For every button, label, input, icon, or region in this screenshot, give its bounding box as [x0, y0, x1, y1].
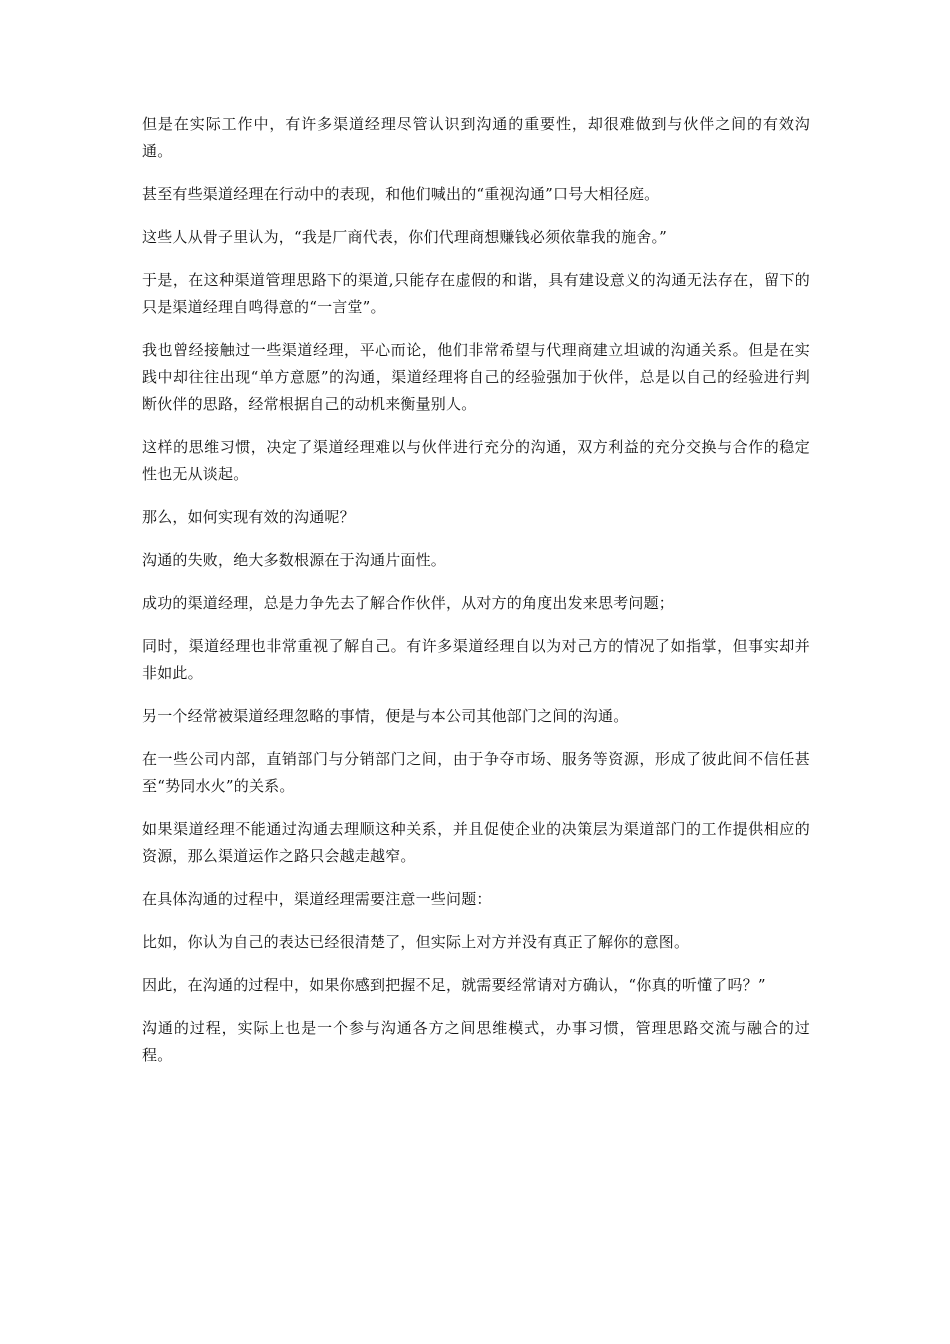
- paragraph-2: 甚至有些渠道经理在行动中的表现，和他们喊出的“重视沟通”口号大相径庭。: [142, 185, 660, 203]
- paragraph-16: 因此，在沟通的过程中，如果你感到把握不足，就需要经常请对方确认，“你真的听懂了吗？”: [142, 976, 766, 994]
- paragraph-17: 沟通的过程，实际上也是一个参与沟通各方之间思维模式，办事习惯，管理思路交流与融合的过程。: [142, 1019, 810, 1064]
- paragraph-3: 这些人从骨子里认为，“我是厂商代表，你们代理商想赚钱必须依靠我的施舍。”: [142, 228, 668, 246]
- document-body: [142, 111, 810, 1085]
- paragraph-13: 如果渠道经理不能通过沟通去理顺这种关系，并且促使企业的决策层为渠道部门的工作提供相应的资源，那么渠道运作之路只会越走越窄。: [142, 820, 810, 865]
- paragraph-1: 但是在实际工作中，有许多渠道经理尽管认识到沟通的重要性，却很难做到与伙伴之间的有效沟通。: [142, 115, 810, 160]
- paragraph-6: 这样的思维习惯，决定了渠道经理难以与伙伴进行充分的沟通，双方利益的充分交换与合作的稳定性也无从谈起。: [142, 438, 810, 483]
- paragraph-15: 比如，你认为自己的表达已经很清楚了，但实际上对方并没有真正了解你的意图。: [142, 933, 690, 951]
- paragraph-4: 于是，在这种渠道管理思路下的渠道,只能存在虚假的和谐，具有建设意义的沟通无法存在，留下的只是渠道经理自鸣得意的“一言堂”。: [142, 271, 810, 316]
- paragraph-10: 同时，渠道经理也非常重视了解自己。有许多渠道经理自以为对己方的情况了如指掌，但事实却并非如此。: [142, 637, 810, 682]
- paragraph-12: 在一些公司内部，直销部门与分销部门之间，由于争夺市场、服务等资源，形成了彼此间不信任甚至“势同水火”的关系。: [142, 750, 810, 795]
- paragraph-14: 在具体沟通的过程中，渠道经理需要注意一些问题：: [142, 890, 492, 908]
- paragraph-11: 另一个经常被渠道经理忽略的事情，便是与本公司其他部门之间的沟通。: [142, 707, 629, 725]
- paragraph-7: 那么，如何实现有效的沟通呢？: [142, 508, 355, 526]
- paragraph-5: 我也曾经接触过一些渠道经理，平心而论，他们非常希望与代理商建立坦诚的沟通关系。但是在实践中却往往出现“单方意愿”的沟通，渠道经理将自己的经验强加于伙伴，总是以自己的经验进行判断伙伴的思路，经常根据自己的动机来衡量别人。: [142, 341, 810, 413]
- paragraph-9: 成功的渠道经理，总是力争先去了解合作伙伴，从对方的角度出发来思考问题；: [142, 594, 675, 612]
- paragraph-8: 沟通的失败，绝大多数根源在于沟通片面性。: [142, 551, 447, 569]
